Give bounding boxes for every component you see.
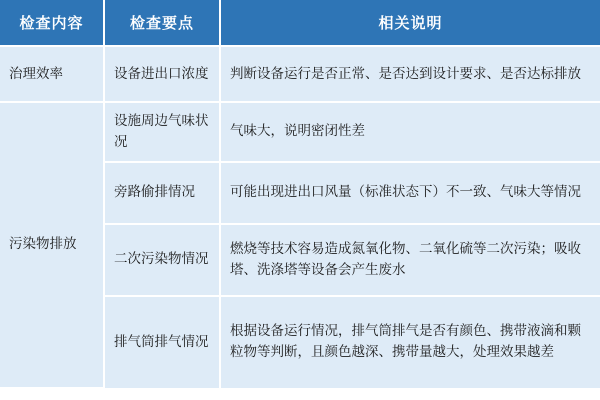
column-header-related-description: 相关说明 xyxy=(220,0,600,46)
table-row xyxy=(0,102,600,162)
column-header-inspection-points: 检查要点 xyxy=(104,0,220,46)
cell-point: 设施周边气味状况 xyxy=(104,102,220,162)
cell-description: 气味大，说明密闭性差 xyxy=(220,102,600,162)
cell-category: 治理效率 xyxy=(0,46,104,102)
cell-point: 排气筒排气情况 xyxy=(104,296,220,388)
table-row xyxy=(0,46,600,102)
cell-description: 燃烧等技术容易造成氮氧化物、二氧化硫等二次污染；吸收塔、洗涤塔等设备会产生废水 xyxy=(220,224,600,296)
table-body xyxy=(0,46,600,388)
cell-description: 可能出现进出口风量（标准状态下）不一致、气味大等情况 xyxy=(220,162,600,224)
cell-description: 根据设备运行情况，排气筒排气是否有颜色、携带液滴和颗粒物等判断，且颜色越深、携带量越大，处理效果越差 xyxy=(220,296,600,388)
table-header xyxy=(0,0,600,46)
cell-point: 二次污染物情况 xyxy=(104,224,220,296)
cell-description: 判断设备运行是否正常、是否达到设计要求、是否达标排放 xyxy=(220,46,600,102)
cell-category: 污染物排放 xyxy=(0,102,104,388)
cell-point: 旁路偷排情况 xyxy=(104,162,220,224)
cell-point: 设备进出口浓度 xyxy=(104,46,220,102)
column-header-inspection-content: 检查内容 xyxy=(0,0,104,46)
table-header-row xyxy=(0,0,600,46)
